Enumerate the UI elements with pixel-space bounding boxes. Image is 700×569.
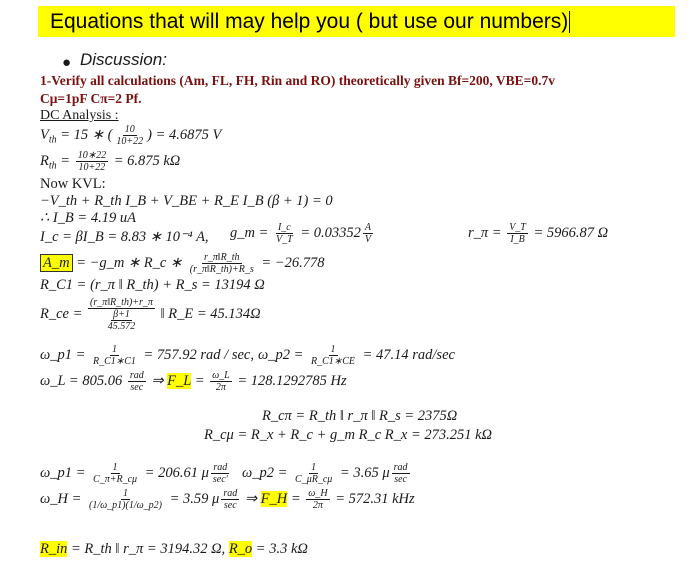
rth-equation: $R_{th}$ = $\frac{10∗22}{10+22}$ = 6.875 kΩ [40, 150, 181, 173]
wp1-low-equation: ω_p1 = $\frac{1}{R\_C1∗C1}$ = 757.92 rad / sec, [40, 344, 254, 367]
kvl-equation: −V_th + R_th I_B + V_BE + R_E I_B (β + 1) = 0 [40, 193, 333, 209]
rcmu-equation: R_cμ = R_x + R_c + g_m R_c R_x = 273.251 kΩ [204, 427, 493, 443]
am-equation: A_m = −g_m ∗ R_c ∗ $\frac{r\_\pi‖R\_th}{(r\_\pi‖R\_th)+R\_s}$ = −26.778 [40, 252, 324, 275]
wh-equation: ω_H = $\frac{1}{(1/\omega\_p1)(1/\omega\_p2)}$ = 3.59 μ $\frac{\text{rad}}{\sec}$ ⇒ F_H = $\frac{\omega\_H}{2\pi}$ = 572.31 kHz [40, 488, 415, 511]
fl-highlight: F_L [167, 372, 192, 389]
rin-ro-equation: R_in = R_th ‖ r_π = 3194.32 Ω, R_o = 3.3 kΩ [40, 541, 308, 557]
wp1-high-equation: ω_p1 = $\frac{1}{C\_\pi+R\_c\mu}$ = 206.61 μ $\frac{\text{rad}}{\sec'}$ [40, 462, 228, 485]
now-kvl-label: Now KVL: [40, 176, 106, 192]
rpi-equation: r_π = $\frac{V\_T}{I\_B}$ = 5966.87 Ω [468, 222, 609, 245]
am-highlight: A_m [40, 254, 73, 272]
bullet-icon: ● [62, 54, 72, 71]
capacitance-given: Cμ=1pF Cπ=2 Pf. [40, 91, 142, 106]
rin-highlight: R_in [40, 541, 68, 557]
text-cursor [569, 11, 570, 33]
page-title: Equations that will may help you ( but use our numbers) [38, 6, 675, 37]
vth-equation: $V_{th} = 15$ ∗ ( $\frac{10}{10+22}$ ) = 4.6875 V [40, 124, 222, 147]
dc-analysis-heading: DC Analysis : [40, 108, 119, 123]
wp2-high-equation: ω_p2 = $\frac{1}{C\_\mu R\_c\mu}$ = 3.65 μ $\frac{\text{rad}}{\sec}$ [242, 462, 408, 485]
gm-equation: g_m = $\frac{I\_c}{V\_T}$ = 0.03352 $\frac{A}{V}$ [230, 222, 371, 245]
discussion-heading: Discussion: [80, 50, 167, 69]
ro-highlight: R_o [228, 541, 253, 557]
verify-instruction: 1-Verify all calculations (Am, FL, FH, Rin and RO) theoretically given Bf=200, VBE=0.7v [40, 73, 555, 88]
fh-highlight: F_H [260, 490, 288, 507]
wl-equation: ω_L = 805.06 $\frac{\text{rad}}{\sec}$ ⇒ F_L = $\frac{\omega\_L}{2\pi}$ = 128.1292785 Hz [40, 370, 347, 393]
ic-equation: I_c = βI_B = 8.83 ∗ 10⁻⁴ A, [40, 229, 209, 245]
wp2-low-equation: ω_p2 = $\frac{1}{R\_C1∗CE}$ = 47.14 rad/sec [258, 344, 455, 367]
rc1-equation: R_C1 = (r_π ‖ R_th) + R_s = 13194 Ω [40, 277, 265, 293]
rce-equation: R_ce = $\frac{(r\_\pi‖R\_th)+r\_\pi}{\frac{\beta+1}{45.572}}$ ‖ R_E = 45.134Ω [40, 297, 261, 332]
rcpi-equation: R_cπ = R_th ‖ r_π ‖ R_s = 2375Ω [262, 408, 458, 424]
ib-equation: ∴ I_B = 4.19 uA [40, 210, 136, 226]
